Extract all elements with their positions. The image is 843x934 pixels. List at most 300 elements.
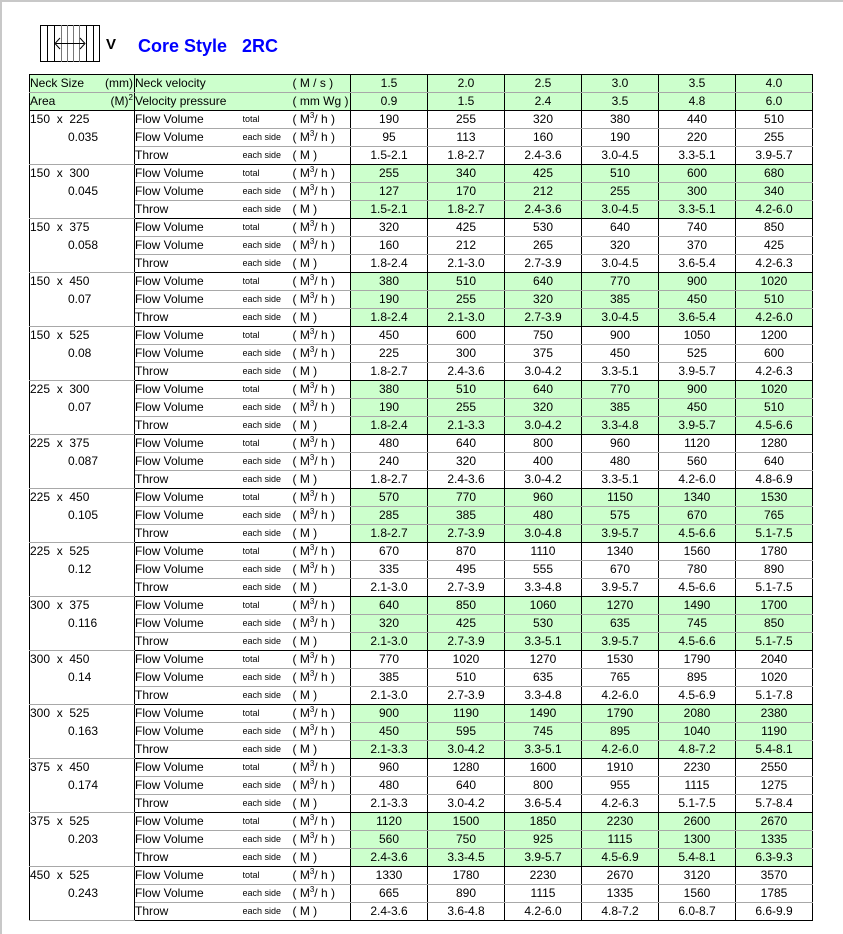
row-sublabel: each side [243, 147, 293, 165]
row-label: Throw [135, 201, 243, 219]
value-cell: 3.9-5.7 [505, 849, 582, 867]
value-cell: 4.2-6.3 [736, 255, 813, 273]
value-cell: 2080 [659, 705, 736, 723]
value-cell: 4.2-6.3 [736, 363, 813, 381]
neck-area: 0.243 [68, 886, 99, 900]
table-row [30, 345, 813, 363]
value-cell: 850 [736, 219, 813, 237]
row-sublabel: each side [243, 777, 293, 795]
value-cell: 2.4-3.6 [505, 201, 582, 219]
row-unit-pre: ( M [292, 328, 310, 342]
row-unit-post: / h ) [314, 562, 335, 576]
row-unit-pre: ( M [292, 544, 310, 558]
neck-size-cell [30, 327, 135, 381]
row-unit-sup: 3 [309, 381, 315, 390]
row-unit-pre: ( M ) [292, 742, 318, 756]
row-label: Throw [135, 471, 243, 489]
value-cell: 190 [351, 399, 428, 417]
table-row [30, 417, 813, 435]
table-row [30, 453, 813, 471]
value-cell: 1.8-2.7 [351, 471, 428, 489]
header-label: Neck velocity [135, 75, 293, 93]
row-unit-sup: 3 [309, 345, 315, 354]
value-cell: 425 [428, 219, 505, 237]
neck-area: 0.174 [68, 778, 99, 792]
header-left-label: Neck Size [30, 76, 85, 90]
row-sublabel: each side [243, 201, 293, 219]
value-cell: 670 [351, 543, 428, 561]
row-unit [293, 597, 351, 615]
row-unit-pre: ( M [292, 220, 310, 234]
value-cell: 1560 [659, 885, 736, 903]
row-unit [293, 849, 351, 867]
row-unit-sup: 3 [309, 615, 315, 624]
row-unit-pre: ( M ) [292, 688, 318, 702]
value-cell: 265 [505, 237, 582, 255]
row-unit [293, 147, 351, 165]
value-cell: 4.8-7.2 [659, 741, 736, 759]
row-unit [293, 579, 351, 597]
value-cell: 240 [351, 453, 428, 471]
row-sublabel: each side [243, 903, 293, 921]
row-unit [293, 813, 351, 831]
value-cell: 1.8-2.7 [428, 147, 505, 165]
value-cell: 285 [351, 507, 428, 525]
row-unit-pre: ( M ) [292, 634, 318, 648]
value-cell: 480 [351, 435, 428, 453]
value-cell: 220 [659, 129, 736, 147]
row-unit [293, 111, 351, 129]
core-blades-double-arrow-icon [40, 25, 100, 62]
row-unit [293, 237, 351, 255]
value-cell: 4.2-6.0 [582, 687, 659, 705]
value-cell: 1335 [736, 831, 813, 849]
value-cell: 255 [582, 183, 659, 201]
value-cell: 1.8-2.4 [351, 309, 428, 327]
neck-size: 225 x 300 [30, 382, 90, 396]
table-row [30, 723, 813, 741]
table-row [30, 669, 813, 687]
row-unit-post: / h ) [314, 544, 335, 558]
row-sublabel: each side [243, 237, 293, 255]
neck-size: 375 x 450 [30, 760, 90, 774]
value-cell: 3.0-4.2 [505, 363, 582, 381]
row-unit-pre: ( M [292, 724, 310, 738]
row-unit-post: / h ) [314, 814, 335, 828]
value-cell: 380 [351, 273, 428, 291]
row-unit-post: / h ) [314, 346, 335, 360]
row-sublabel: each side [243, 525, 293, 543]
row-label: Throw [135, 147, 243, 165]
value-cell: 570 [351, 489, 428, 507]
value-cell: 5.1-7.5 [736, 633, 813, 651]
value-cell: 3.6-5.4 [659, 309, 736, 327]
row-unit-pre: ( M ) [292, 148, 318, 162]
value-cell: 2.4-3.6 [505, 147, 582, 165]
row-label: Flow Volume [135, 435, 243, 453]
row-sublabel: each side [243, 723, 293, 741]
row-unit-post: / h ) [314, 652, 335, 666]
row-unit-post: / h ) [314, 454, 335, 468]
value-cell: 1050 [659, 327, 736, 345]
value-cell: 160 [505, 129, 582, 147]
row-label: Throw [135, 687, 243, 705]
value-cell: 3.6-4.8 [428, 903, 505, 921]
row-unit-post: / h ) [314, 778, 335, 792]
neck-size-cell [30, 867, 135, 921]
row-unit-pre: ( M ) [292, 364, 318, 378]
row-unit [293, 507, 351, 525]
value-cell: 6.0-8.7 [659, 903, 736, 921]
value-cell: 3.9-5.7 [582, 579, 659, 597]
row-unit-pre: ( M ) [292, 310, 318, 324]
value-cell: 1.8-2.7 [428, 201, 505, 219]
row-unit-pre: ( M [292, 490, 310, 504]
value-cell: 895 [659, 669, 736, 687]
value-cell: 425 [736, 237, 813, 255]
value-cell: 1150 [582, 489, 659, 507]
value-cell: 4.2-6.0 [582, 741, 659, 759]
value-cell: 960 [351, 759, 428, 777]
row-label: Flow Volume [135, 489, 243, 507]
value-cell: 385 [582, 291, 659, 309]
value-cell: 1270 [505, 651, 582, 669]
header-left-cell [30, 93, 135, 111]
value-cell: 320 [428, 453, 505, 471]
value-cell: 212 [428, 237, 505, 255]
value-cell: 1110 [505, 543, 582, 561]
header-value: 2.5 [505, 75, 582, 93]
value-cell: 3.3-4.5 [428, 849, 505, 867]
row-label: Flow Volume [135, 759, 243, 777]
row-label: Flow Volume [135, 291, 243, 309]
value-cell: 1275 [736, 777, 813, 795]
value-cell: 1115 [659, 777, 736, 795]
row-unit [293, 291, 351, 309]
value-cell: 190 [351, 111, 428, 129]
table-row [30, 525, 813, 543]
row-unit [293, 129, 351, 147]
row-unit [293, 201, 351, 219]
value-cell: 890 [428, 885, 505, 903]
value-cell: 4.5-6.9 [582, 849, 659, 867]
value-cell: 510 [428, 273, 505, 291]
row-label: Flow Volume [135, 507, 243, 525]
value-cell: 900 [351, 705, 428, 723]
row-unit [293, 795, 351, 813]
row-unit-pre: ( M ) [292, 796, 318, 810]
value-cell: 335 [351, 561, 428, 579]
value-cell: 3.9-5.7 [659, 363, 736, 381]
row-unit-sup: 3 [309, 813, 315, 822]
row-sublabel: total [243, 651, 293, 669]
row-unit [293, 489, 351, 507]
value-cell: 3.3-5.1 [505, 741, 582, 759]
value-cell: 1780 [428, 867, 505, 885]
value-cell: 380 [351, 381, 428, 399]
table-row [30, 273, 813, 291]
row-unit-post: / h ) [314, 724, 335, 738]
value-cell: 6.6-9.9 [736, 903, 813, 921]
value-cell: 5.1-7.5 [659, 795, 736, 813]
header-left-cell [30, 75, 135, 93]
value-cell: 2.1-3.0 [351, 579, 428, 597]
neck-area: 0.058 [68, 238, 99, 252]
row-unit-pre: ( M [292, 868, 310, 882]
row-label: Flow Volume [135, 885, 243, 903]
value-cell: 425 [505, 165, 582, 183]
row-unit [293, 309, 351, 327]
table-row [30, 633, 813, 651]
row-label: Throw [135, 579, 243, 597]
value-cell: 3.9-5.7 [582, 633, 659, 651]
table-row [30, 201, 813, 219]
value-cell: 4.8-6.9 [736, 471, 813, 489]
value-cell: 2.1-3.0 [428, 309, 505, 327]
value-cell: 2.4-3.6 [351, 849, 428, 867]
value-cell: 3.3-5.1 [582, 471, 659, 489]
neck-size-cell [30, 813, 135, 867]
row-unit-sup: 3 [309, 219, 315, 228]
row-label: Flow Volume [135, 705, 243, 723]
header-value: 4.0 [736, 75, 813, 93]
value-cell: 2.7-3.9 [505, 309, 582, 327]
value-cell: 5.1-7.8 [736, 687, 813, 705]
value-cell: 385 [428, 507, 505, 525]
table-row [30, 489, 813, 507]
value-cell: 510 [736, 399, 813, 417]
row-unit [293, 435, 351, 453]
value-cell: 1780 [736, 543, 813, 561]
value-cell: 3.0-4.2 [505, 471, 582, 489]
row-unit-pre: ( M [292, 832, 310, 846]
value-cell: 2040 [736, 651, 813, 669]
table-row [30, 561, 813, 579]
row-label: Throw [135, 903, 243, 921]
row-unit-sup: 3 [309, 651, 315, 660]
row-sublabel: total [243, 597, 293, 615]
value-cell: 640 [582, 219, 659, 237]
table-row [30, 471, 813, 489]
neck-size: 150 x 300 [30, 166, 90, 180]
neck-area: 0.12 [68, 562, 92, 576]
row-label: Flow Volume [135, 219, 243, 237]
value-cell: 425 [428, 615, 505, 633]
row-unit-post: / h ) [314, 490, 335, 504]
row-unit-pre: ( M [292, 238, 310, 252]
row-sublabel: each side [243, 453, 293, 471]
table-row [30, 165, 813, 183]
row-unit [293, 777, 351, 795]
value-cell: 340 [736, 183, 813, 201]
value-cell: 1.8-2.7 [351, 525, 428, 543]
value-cell: 510 [582, 165, 659, 183]
neck-size-cell [30, 165, 135, 219]
value-cell: 1060 [505, 597, 582, 615]
row-unit-pre: ( M [292, 562, 310, 576]
row-sublabel: each side [243, 417, 293, 435]
header-value: 0.9 [351, 93, 428, 111]
header-left [30, 75, 134, 92]
row-sublabel: total [243, 273, 293, 291]
value-cell: 2380 [736, 705, 813, 723]
value-cell: 1340 [582, 543, 659, 561]
value-cell: 1790 [582, 705, 659, 723]
neck-area: 0.105 [68, 508, 99, 522]
table-row [30, 381, 813, 399]
header-value: 2.0 [428, 75, 505, 93]
row-sublabel: each side [243, 831, 293, 849]
value-cell: 170 [428, 183, 505, 201]
row-unit-sup: 3 [309, 723, 315, 732]
value-cell: 3.0-4.5 [582, 201, 659, 219]
header-left-label: Area [30, 94, 56, 108]
row-unit-pre: ( M [292, 670, 310, 684]
row-unit [293, 345, 351, 363]
value-cell: 575 [582, 507, 659, 525]
row-label: Flow Volume [135, 453, 243, 471]
value-cell: 225 [351, 345, 428, 363]
row-label: Flow Volume [135, 651, 243, 669]
row-unit-post: / h ) [314, 274, 335, 288]
header-left-unit-sup: 2 [128, 93, 133, 102]
row-unit-pre: ( M ) [292, 904, 318, 918]
row-unit-pre: ( M ) [292, 526, 318, 540]
value-cell: 255 [351, 165, 428, 183]
row-label: Throw [135, 363, 243, 381]
value-cell: 1910 [582, 759, 659, 777]
header-value: 1.5 [351, 75, 428, 93]
row-unit-pre: ( M [292, 130, 310, 144]
row-label: Flow Volume [135, 561, 243, 579]
value-cell: 510 [736, 291, 813, 309]
value-cell: 850 [428, 597, 505, 615]
row-label: Flow Volume [135, 399, 243, 417]
value-cell: 450 [351, 723, 428, 741]
value-cell: 2.7-3.9 [428, 687, 505, 705]
row-unit-post: / h ) [314, 112, 335, 126]
value-cell: 640 [428, 777, 505, 795]
value-cell: 1020 [736, 669, 813, 687]
row-unit-post: / h ) [314, 616, 335, 630]
row-unit-post: / h ) [314, 166, 335, 180]
row-unit-pre: ( M [292, 400, 310, 414]
row-unit [293, 471, 351, 489]
value-cell: 2.1-3.0 [351, 633, 428, 651]
row-sublabel: each side [243, 129, 293, 147]
value-cell: 1330 [351, 867, 428, 885]
row-unit-post: / h ) [314, 130, 335, 144]
row-unit [293, 219, 351, 237]
value-cell: 320 [582, 237, 659, 255]
value-cell: 300 [428, 345, 505, 363]
table-row [30, 903, 813, 921]
table-row [30, 255, 813, 273]
value-cell: 3.6-5.4 [659, 255, 736, 273]
row-unit-sup: 3 [309, 669, 315, 678]
value-cell: 3.0-4.2 [428, 795, 505, 813]
value-cell: 3.0-4.2 [428, 741, 505, 759]
value-cell: 1530 [582, 651, 659, 669]
neck-area: 0.163 [68, 724, 99, 738]
neck-size: 225 x 375 [30, 436, 90, 450]
header-left-unit [105, 75, 133, 92]
value-cell: 2.4-3.6 [428, 471, 505, 489]
value-cell: 113 [428, 129, 505, 147]
row-label: Flow Volume [135, 237, 243, 255]
row-label: Flow Volume [135, 273, 243, 291]
value-cell: 255 [428, 291, 505, 309]
value-cell: 530 [505, 615, 582, 633]
row-unit [293, 759, 351, 777]
row-label: Throw [135, 633, 243, 651]
row-unit [293, 705, 351, 723]
row-sublabel: each side [243, 345, 293, 363]
row-sublabel: total [243, 381, 293, 399]
value-cell: 2.1-3.3 [351, 741, 428, 759]
table-row [30, 543, 813, 561]
value-cell: 560 [659, 453, 736, 471]
value-cell: 1300 [659, 831, 736, 849]
value-cell: 190 [351, 291, 428, 309]
row-label: Throw [135, 741, 243, 759]
value-cell: 4.5-6.6 [659, 633, 736, 651]
value-cell: 2600 [659, 813, 736, 831]
row-sublabel: total [243, 813, 293, 831]
value-cell: 895 [582, 723, 659, 741]
value-cell: 370 [659, 237, 736, 255]
row-unit-pre: ( M [292, 292, 310, 306]
row-unit-sup: 3 [309, 327, 315, 336]
header-row [30, 75, 813, 93]
value-cell: 4.5-6.6 [659, 525, 736, 543]
value-cell: 635 [582, 615, 659, 633]
value-cell: 800 [505, 435, 582, 453]
neck-size-cell [30, 219, 135, 273]
row-sublabel: total [243, 543, 293, 561]
table-row [30, 399, 813, 417]
value-cell: 1.8-2.7 [351, 363, 428, 381]
value-cell: 1115 [505, 885, 582, 903]
value-cell: 2.7-3.9 [505, 255, 582, 273]
row-unit-post: / h ) [314, 508, 335, 522]
value-cell: 3.3-4.8 [582, 417, 659, 435]
value-cell: 2.7-3.9 [428, 579, 505, 597]
airflow-direction-label: V [106, 36, 117, 53]
value-cell: 1340 [659, 489, 736, 507]
value-cell: 3.0-4.8 [505, 525, 582, 543]
row-sublabel: each side [243, 507, 293, 525]
row-unit-post: / h ) [314, 670, 335, 684]
neck-area: 0.08 [68, 346, 92, 360]
value-cell: 1020 [428, 651, 505, 669]
header-value: 4.8 [659, 93, 736, 111]
value-cell: 2.7-3.9 [428, 525, 505, 543]
neck-size: 150 x 225 [30, 112, 90, 126]
neck-size-cell [30, 759, 135, 813]
value-cell: 4.5-6.6 [736, 417, 813, 435]
value-cell: 640 [505, 381, 582, 399]
value-cell: 640 [736, 453, 813, 471]
value-cell: 3.3-5.1 [582, 363, 659, 381]
value-cell: 4.5-6.6 [659, 579, 736, 597]
row-unit-pre: ( M [292, 778, 310, 792]
table-row [30, 705, 813, 723]
row-label: Flow Volume [135, 165, 243, 183]
value-cell: 3.3-4.8 [505, 687, 582, 705]
header-value: 6.0 [736, 93, 813, 111]
row-sublabel: each side [243, 795, 293, 813]
